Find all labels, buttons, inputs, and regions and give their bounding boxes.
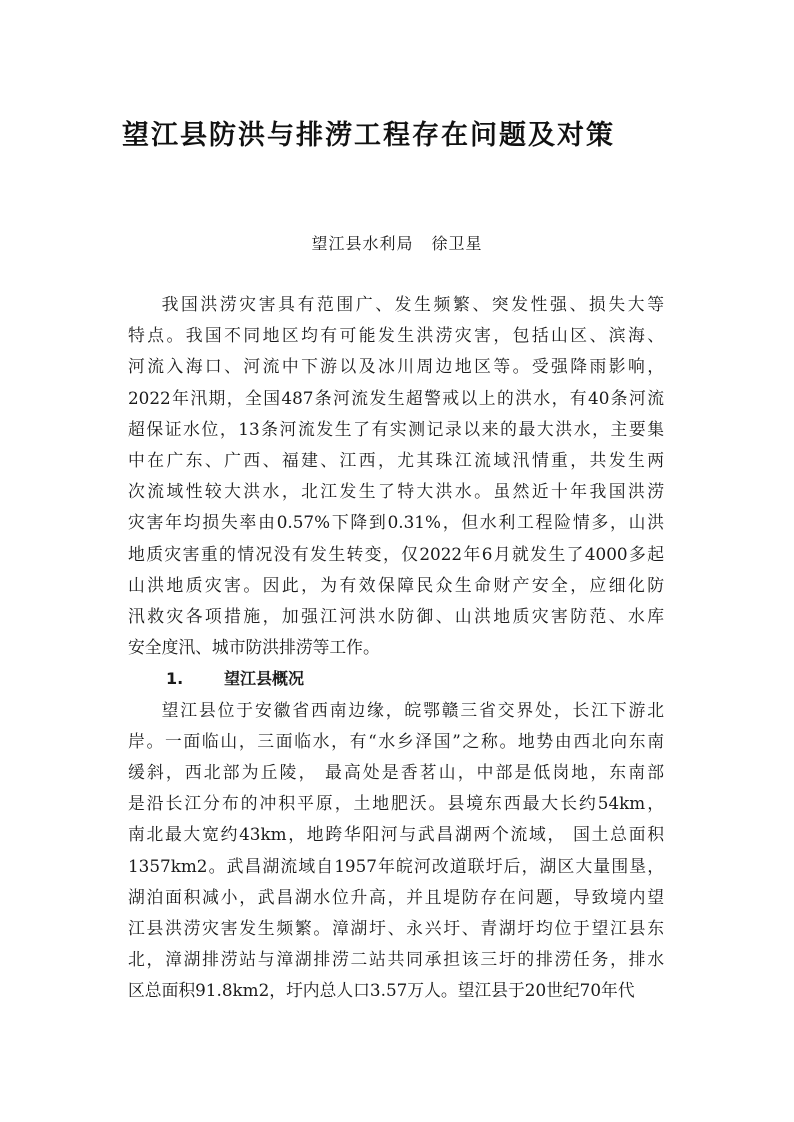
text-line: 江县洪涝灾害发生频繁。漳湖圩、永兴圩、青湖圩均位于望江县东 [128,918,664,939]
text-line: 次流域性较大洪水，北江发生了特大洪水。虽然近十年我国洪涝 [128,481,664,502]
text-line: 灾害年均损失率由0.57%下降到0.31%，但水利工程险情多，山洪 [128,512,664,533]
text-line: 是沿长江分布的冲积平原，土地肥沃。县境东西最大长约54km， [128,793,664,814]
text-line: 安全度汛、城市防洪排涝等工作。 [128,637,380,658]
text-line: 1357km2。武昌湖流域自1957年皖河改道联圩后，湖区大量围垦， [128,855,664,876]
text-line: 河流入海口、河流中下游以及冰川周边地区等。受强降雨影响， [128,356,664,377]
text-line: 北，漳湖排涝站与漳湖排涝二站共同承担该三圩的排涝任务，排水 [128,949,664,970]
text-line: 缓斜，西北部为丘陵， 最高处是香茗山，中部是低岗地，东南部 [128,762,664,783]
author-line [0,232,794,256]
text-line: 岸。一面临山，三面临水，有“水乡泽国”之称。地势由西北向东南 [128,730,664,751]
section-title: 望江县概况 [224,669,305,689]
text-line: 南北最大宽约43km，地跨华阳河与武昌湖两个流域， 国土总面积 [128,824,664,845]
text-line: 区总面积91.8km2，圩内总人口3.57万人。望江县于20世纪70年代 [128,980,635,1001]
text-line: 望江县位于安徽省西南边缘，皖鄂赣三省交界处，长江下游北 [161,699,664,720]
text-line: 地质灾害重的情况没有发生转变，仅2022年6月就发生了4000多起 [128,543,664,564]
intro-paragraph [128,289,664,663]
text-line: 超保证水位，13条河流发生了有实测记录以来的最大洪水，主要集 [128,418,664,439]
document-title: 望江县防洪与排涝工程存在问题及对策 [122,120,615,151]
document-body [128,289,664,1007]
text-line: 中在广东、广西、福建、江西，尤其珠江流域汛情重，共发生两 [128,450,664,471]
author-organization: 望江县水利局 [311,234,414,253]
text-line: 山洪地质灾害。因此，为有效保障民众生命财产安全，应细化防 [128,574,664,595]
text-line: 我国洪涝灾害具有范围广、发生频繁、突发性强、损失大等 [161,294,664,314]
text-line: 汛救灾各项措施，加强江河洪水防御、山洪地质灾害防范、水库 [128,606,664,627]
text-line: 湖泊面积减小，武昌湖水位升高，并且堤防存在问题，导致境内望 [128,886,664,907]
section-1-paragraph [128,695,664,1007]
section-number: 1. [166,669,184,689]
text-line: 特点。我国不同地区均有可能发生洪涝灾害，包括山区、滨海、 [128,325,664,346]
author-name: 徐卫星 [431,234,483,253]
text-line: 2022年汛期，全国487条河流发生超警戒以上的洪水，有40条河流 [128,387,664,408]
section-heading [128,663,664,694]
